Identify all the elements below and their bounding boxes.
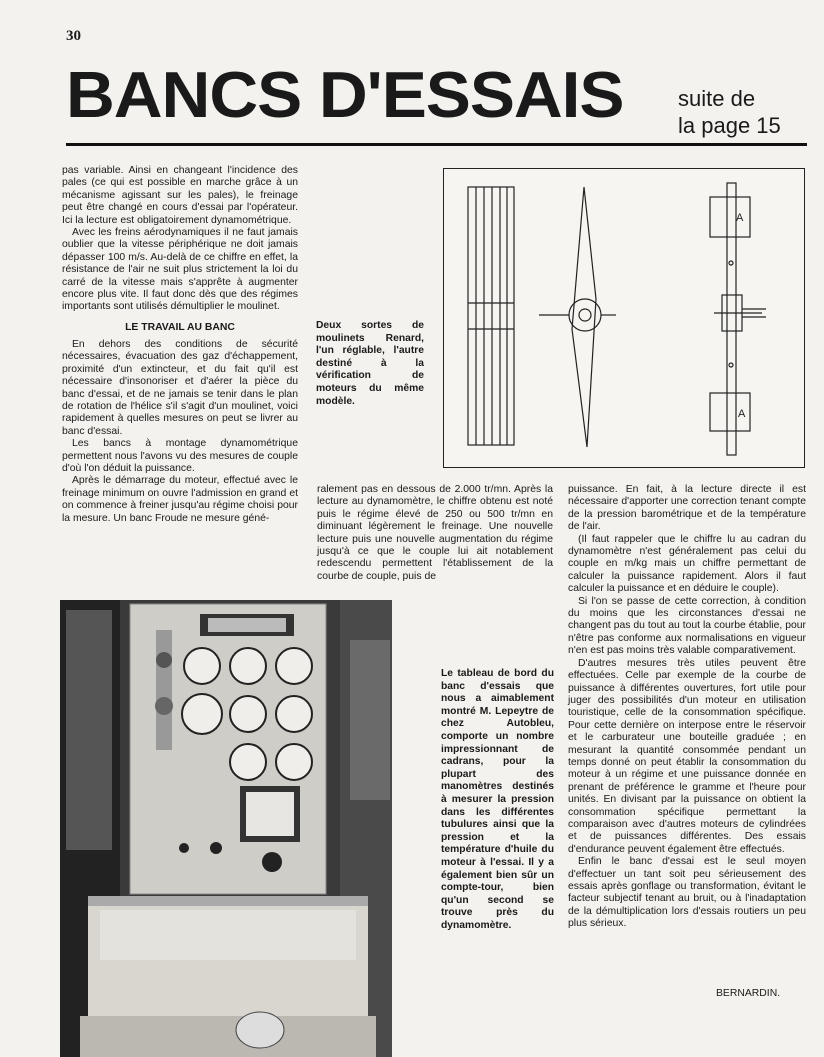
col3-paragraph: D'autres mesures très utiles peuvent être effectuées. Celle par exemple de la courbe de puissance à différentes ouvertures, fort utile pour juger des possibilités d'un moteur en utilisation touristique, celle de la consommation spécifique. Pour cette dernière on interpose entre le réservoir et le carburateur une bouteille graduée ; en mesurant la quantité consommée pendant un temps donné on peut établir la consommation du moteur à un régime et une puissance donnée en prenant de préférence le gramme et l'heure pour unités. En divisant par la puissance on obtient la consommation spécifique permettant la comparaison avec d'autres moteurs de cylindrées et de puissances différentes. Des essais d'endurance peuvent également être effectués. bbox=[568, 657, 806, 855]
gauge bbox=[182, 694, 222, 734]
vane-top bbox=[710, 197, 750, 237]
column-3 bbox=[568, 484, 806, 931]
gauge bbox=[276, 744, 312, 780]
moulinet-drawing bbox=[443, 168, 805, 468]
label-a-bottom: A bbox=[738, 408, 746, 420]
gauge bbox=[184, 648, 220, 684]
column-1 bbox=[62, 165, 298, 525]
photo-caption: Le tableau de bord du banc d'essais que nous a aimablement montré M. Lepeytre de chez Autobleu, comporte un nombre impressionnant de cadrans, pour la plupart des manomètres destinés à mesurer la pression dans les différentes tubulures ainsi que la pression et la température d'huile du moteur à l'essai. Il y a également bien sûr un compte-tour, bien qu'un second se trouve près du dynamomètre. bbox=[441, 668, 554, 931]
propeller-blade bbox=[572, 187, 596, 447]
subtitle-line-1: suite de bbox=[678, 86, 756, 111]
col1-paragraph: Les bancs à montage dynamométrique permettent nous l'avons vu des mesures de couple d'où l'on déduit la puissance. bbox=[62, 438, 298, 474]
col3-paragraph: puissance. En fait, à la lecture directe il est nécessaire d'apporter une correction tenant compte de la pression barométrique et de la température de l'air. bbox=[568, 484, 806, 533]
column-2 bbox=[317, 484, 553, 583]
col3-paragraph: Si l'on se passe de cette correction, à condition du moins que les circonstances d'essai ne changent pas du tout au tout la courbe établie, pour n'être pas conforme aux normalisations en vigueur n'en est pas moins très valable comparativement. bbox=[568, 595, 806, 657]
title-rule bbox=[66, 143, 807, 146]
col3-paragraph: Enfin le banc d'essai est le seul moyen d'effectuer un tant soit peu sérieusement des essais après gonflage ou transformation, évitant le facteur subjectif tenant au bruit, ou à l'inadaptation de la démultiplication lors d'essais routiers un peu plus sérieux. bbox=[568, 856, 806, 930]
moulinet-drawing-svg bbox=[444, 169, 804, 467]
drawing-caption: Deux sortes de moulinets Renard, l'un réglable, l'autre destiné à la vérification de moteurs du même modèle. bbox=[316, 320, 424, 407]
col1-paragraph: Après le démarrage du moteur, effectué avec le freinage minimum on ouvre l'admission en grand et on commence à freiner jusqu'au régime choisi pour la mesure. Un banc Froude ne mesure géné- bbox=[62, 475, 298, 524]
gauge bbox=[276, 696, 312, 732]
gauge bbox=[230, 696, 266, 732]
col3-paragraph: (Il faut rappeler que le chiffre lu au cadran du dynamomètre n'est généralement pas celui du couple en m/kg mais un chiffre permettant de calculer la puissance rapidement. Alors il faut calculer la puissance et en déduire le couple). bbox=[568, 533, 806, 595]
moulinet-shaft bbox=[727, 183, 736, 455]
propeller-hub bbox=[569, 299, 601, 331]
col1-paragraph: pas variable. Ainsi en changeant l'incidence des pales (ce qui est possible en marche grâce à un mécanisme agissant sur les pales), le freinage peut être changé en cours d'essai par l'opérateur. Ici la lecture est obligatoirement dynamométrique. bbox=[62, 165, 298, 226]
article-subtitle bbox=[678, 85, 781, 139]
dashboard-photo-svg bbox=[60, 600, 392, 1057]
article-title: BANCS D'ESSAIS bbox=[66, 58, 624, 131]
gauge bbox=[276, 648, 312, 684]
author-signature: BERNARDIN. bbox=[716, 988, 781, 999]
gauge bbox=[230, 648, 266, 684]
col1-paragraph: Avec les freins aérodynamiques il ne faut jamais oublier que la vitesse périphérique ne doit jamais dépasser 100 m/s. Au-delà de ce chiffre en effet, la résistance de l'air ne suit plus strictement la loi du carré de la vitesse mais s'apprête à augmenter encore plus vite. Il faut donc dès que des régimes importants sont utilisés démultiplier le moulinet. bbox=[62, 227, 298, 313]
gauge bbox=[230, 744, 266, 780]
dashboard-photo bbox=[60, 600, 392, 1057]
col1-paragraph: En dehors des conditions de sécurité nécessaires, évacuation des gaz d'échappement, proximité d'un extincteur, et du fait qu'il est nécessaire d'insonoriser et d'aérer la pièce du banc d'essai, et de ne jamais se tenir dans le plan de rotation de l'hélice s'il s'agit d'un moulinet, voici rapidement à quelles mesures on peut se livrer au banc d'essai. bbox=[62, 338, 298, 437]
label-a-top: A bbox=[736, 212, 744, 224]
col2-paragraph: ralement pas en dessous de 2.000 tr/mn. Après la lecture au dynamomètre, le chiffre obtenu est noté puis le régime élevé de 250 ou 500 tr/mn en diminuant légèrement le freinage. Une nouvelle lecture puis une nouvelle augmentation du régime jusqu'à ce que le couple lui ait notablement redescendu permettent l'établissement de la courbe de couple, puis de bbox=[317, 484, 553, 582]
subtitle-line-2: la page 15 bbox=[678, 113, 781, 138]
section-heading: LE TRAVAIL AU BANC bbox=[125, 321, 235, 333]
page-number: 30 bbox=[66, 28, 81, 44]
